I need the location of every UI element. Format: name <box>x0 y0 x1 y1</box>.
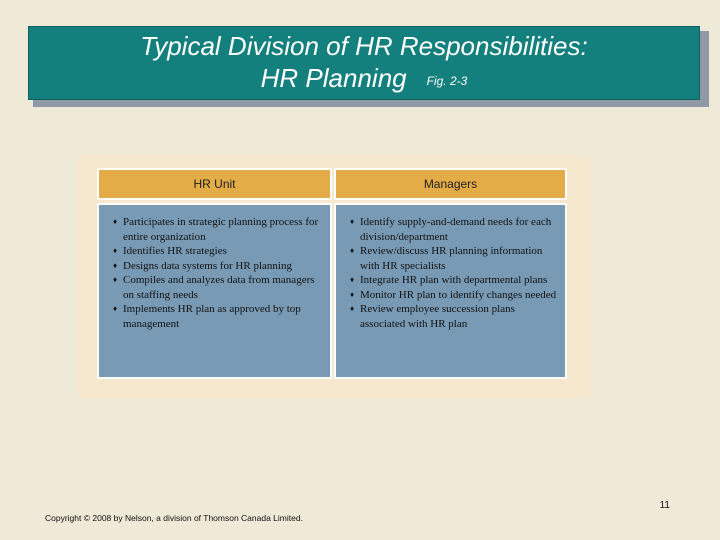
slide-subtitle: HR Planning <box>260 63 407 93</box>
list-item: ♦ Identify supply-and-demand needs for each division/department <box>350 215 557 244</box>
list-item: ♦ Review/discuss HR planning information with HR specialists <box>350 244 557 273</box>
list-item: ♦ Monitor HR plan to identify changes needed <box>350 288 557 303</box>
slide-title: Typical Division of HR Responsibilities: <box>140 31 588 61</box>
list-item: ♦ Compiles and analyzes data from managers on staffing needs <box>113 273 322 302</box>
page-number: 11 <box>659 500 670 511</box>
list-item: ♦ Designs data systems for HR planning <box>113 259 322 274</box>
hr-unit-list <box>97 203 332 379</box>
list-item: ♦ Review employee succession plans associated with HR plan <box>350 302 557 331</box>
list-item: ♦ Integrate HR plan with departmental plans <box>350 273 557 288</box>
list-item: ♦ Implements HR plan as approved by top management <box>113 302 322 331</box>
list-item: ♦ Identifies HR strategies <box>113 244 322 259</box>
slide-title-banner <box>28 26 700 100</box>
hr-unit-header: HR Unit <box>97 168 332 200</box>
copyright-text: Copyright © 2008 by Nelson, a division of Thomson Canada Limited. <box>45 513 303 523</box>
slide-subtitle-row <box>29 63 699 96</box>
figure-label: Fig. 2-3 <box>426 74 468 88</box>
managers-header: Managers <box>334 168 567 200</box>
list-item: ♦ Participates in strategic planning process for entire organization <box>113 215 322 244</box>
managers-list <box>334 203 567 379</box>
